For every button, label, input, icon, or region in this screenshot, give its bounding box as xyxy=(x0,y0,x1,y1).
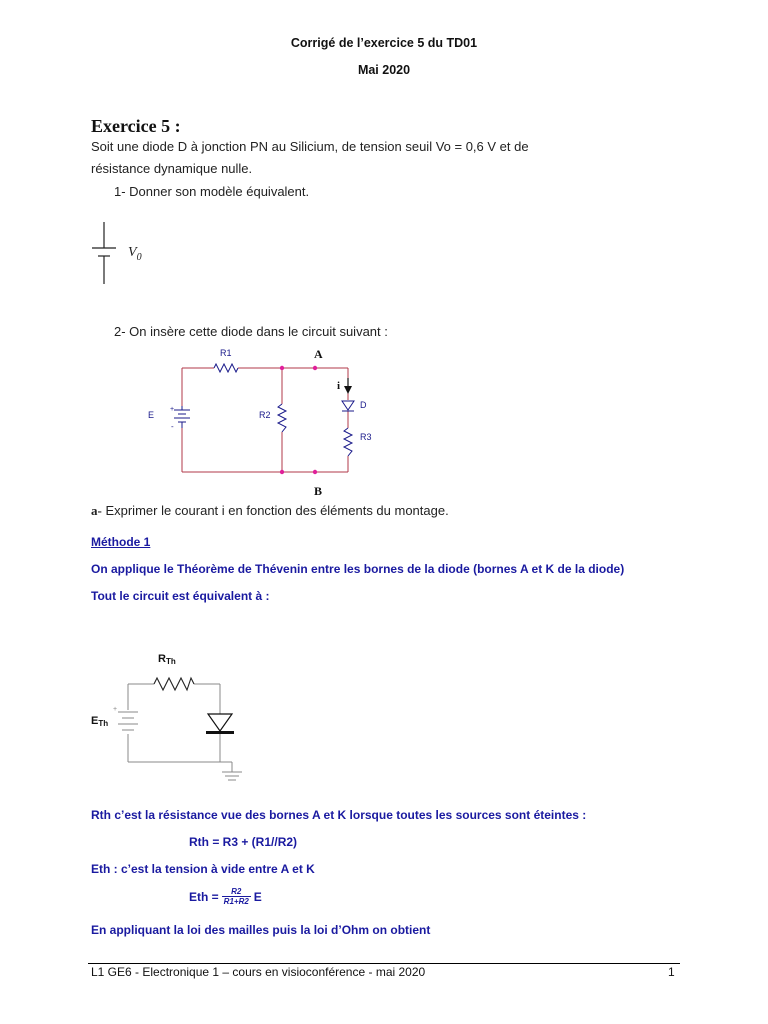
footer-text: L1 GE6 - Electronique 1 – cours en visioconférence - mai 2020 xyxy=(91,965,426,979)
page-number: 1 xyxy=(668,965,675,979)
r1-resistor xyxy=(214,364,238,372)
label-e: E xyxy=(148,410,155,420)
question-1: 1- Donner son modèle équivalent. xyxy=(114,184,310,199)
label-plus-e: + xyxy=(170,406,175,413)
label-r3: R3 xyxy=(360,432,372,442)
label-r2: R2 xyxy=(259,410,271,420)
v0-label: $V_0$ xyxy=(128,245,142,263)
label-node-b: B xyxy=(314,484,323,498)
eth-equation: Eth = $\frac{R2}{R1+R2}$ E xyxy=(189,887,262,906)
v0-battery-symbol xyxy=(92,222,116,284)
label-node-a: A xyxy=(314,347,323,361)
question-2: 2- On insère cette diode dans le circuit suivant : xyxy=(114,324,388,339)
document-title: Corrigé de l’exercice 5 du TD01 xyxy=(290,36,478,50)
statement-line-2: résistance dynamique nulle. xyxy=(91,161,253,176)
eth-battery-symbol xyxy=(118,712,138,730)
diode-d-symbol xyxy=(342,401,354,411)
label-rth: RTh xyxy=(158,653,176,666)
label-d: D xyxy=(360,400,367,410)
exercise-title: Exercice 5 : xyxy=(91,116,181,136)
r2-resistor xyxy=(278,404,286,432)
solution-line-2: Tout le circuit est équivalent à : xyxy=(91,589,270,603)
rth-equation: Rth = R3 + (R1//R2) xyxy=(189,835,298,849)
statement-line-1: Soit une diode D à jonction PN au Silicium, de tension seuil Vo = 0,6 V et de xyxy=(91,139,529,154)
thevenin-diode-symbol xyxy=(206,714,234,734)
r3-resistor xyxy=(344,428,352,456)
label-eth: ETh xyxy=(91,715,109,728)
label-i: i xyxy=(337,380,341,392)
solution-line-1: On applique le Théorème de Thévenin entre les bornes de la diode (bornes A et K de la diode) xyxy=(91,562,625,576)
current-arrow xyxy=(344,378,352,394)
e-battery-symbol xyxy=(174,406,190,428)
label-r1: R1 xyxy=(220,348,232,358)
eth-definition: Eth : c’est la tension à vide entre A et K xyxy=(91,862,315,876)
method-heading: Méthode 1 xyxy=(91,535,151,549)
document-date: Mai 2020 xyxy=(357,63,411,77)
eth-fraction: $\frac{R2}{R1+R2}$ xyxy=(223,887,249,906)
circuit-1-wires xyxy=(182,368,348,472)
circuit-1-nodes xyxy=(280,366,317,474)
rth-definition: Rth c’est la résistance vue des bornes A et K lorsque toutes les sources sont éteintes : xyxy=(91,808,587,822)
footer-divider xyxy=(88,963,680,964)
question-a: a- Exprimer le courant i en fonction des éléments du montage. xyxy=(91,503,449,518)
rth-resistor xyxy=(154,678,194,690)
label-eth-plus: + xyxy=(113,706,118,713)
label-minus-e: - xyxy=(171,422,174,431)
circuit-1 xyxy=(148,347,372,498)
conclusion-line: En appliquant la loi des mailles puis la loi d’Ohm on obtient xyxy=(91,923,431,937)
circuit-2 xyxy=(91,653,242,780)
